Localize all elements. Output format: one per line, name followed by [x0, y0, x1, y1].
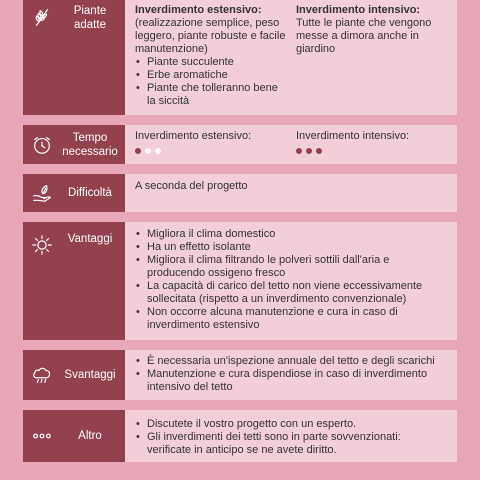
svantaggi-list [135, 355, 447, 394]
row-label [23, 350, 125, 400]
col-intensivo [286, 130, 447, 159]
level-dot-filled [316, 148, 322, 154]
list-item: • Manutenzione e cura dispendiose in caso di inverdimento intensivo del tetto [147, 368, 447, 394]
row-content [125, 174, 457, 212]
intensivo-title: Inverdimento intensivo: [296, 130, 410, 142]
level-dot-empty [155, 148, 161, 154]
row-content [125, 350, 457, 400]
estensivo-desc: (realizzazione semplice, peso leggero, piante robuste e facile manutenzione) [135, 17, 286, 55]
row-content [125, 410, 457, 462]
row-vantaggi [23, 222, 457, 340]
list-item: • Migliora il clima domestico [147, 228, 447, 241]
list-item: • Piante che tolleranno bene la siccità [147, 82, 286, 108]
row-label-text: Piante adatte [73, 5, 107, 31]
row-piante-adatte [23, 0, 457, 115]
list-item: • Erbe aromatiche [147, 69, 286, 82]
row-label-text: Difficoltà [68, 187, 112, 199]
row-altro [23, 410, 457, 462]
list-item: • La capacità di carico del tetto non viene eccessivamente sollecitata (rispetto a un inverdimento convenzionale) [147, 280, 447, 306]
sun-icon [29, 232, 55, 258]
row-label [23, 222, 125, 340]
list-item: • Migliora il clima filtrando le polveri sottili dall'aria e producendo ossigeno fresco [147, 254, 447, 280]
intensivo-title: Inverdimento intensivo: [296, 4, 421, 16]
list-item: • Gli inverdimenti dei tetti sono in parte sovvenzionati: verificate in anticipo se ne avete diritto. [147, 431, 447, 457]
list-item: • È necessaria un'ispezione annuale del tetto e degli scarichi [147, 355, 447, 368]
clock-icon [29, 132, 55, 158]
altro-list [135, 418, 447, 457]
row-tempo-necessario [23, 125, 457, 164]
col-estensivo [135, 4, 286, 110]
level-dot-empty [145, 148, 151, 154]
plant-sprig-icon [29, 4, 55, 30]
list-item: • Ha un effetto isolante [147, 241, 447, 254]
hand-leaf-icon [29, 180, 55, 206]
row-label [23, 0, 125, 115]
estensivo-title: Inverdimento estensivo: [135, 130, 252, 142]
vantaggi-list [135, 228, 447, 332]
difficolta-text: A seconda del progetto [135, 180, 248, 192]
time-level-dots [296, 148, 447, 154]
row-label-text: Altro [78, 430, 102, 442]
estensivo-title: Inverdimento estensivo: [135, 4, 262, 16]
list-item: • Piante succulente [147, 56, 286, 69]
estensivo-list [135, 56, 286, 108]
ellipsis-icon [29, 423, 55, 449]
col-intensivo [286, 4, 447, 110]
row-label-text: Tempo necessario [62, 131, 118, 158]
col-estensivo [135, 130, 286, 159]
row-content [125, 0, 457, 115]
level-dot-filled [135, 148, 141, 154]
time-level-dots [135, 148, 286, 154]
level-dot-filled [306, 148, 312, 154]
row-label [23, 410, 125, 462]
row-label-text: Vantaggi [67, 233, 113, 245]
list-item: • Non occorre alcuna manutenzione e cura in caso di inverdimento estensivo [147, 306, 447, 332]
row-svantaggi [23, 350, 457, 400]
list-item: • Discutete il vostro progetto con un esperto. [147, 418, 447, 431]
row-content [125, 125, 457, 164]
level-dot-filled [296, 148, 302, 154]
row-label [23, 125, 125, 164]
row-difficolta [23, 174, 457, 212]
row-label-text: Svantaggi [64, 369, 116, 381]
row-label [23, 174, 125, 212]
rain-cloud-icon [29, 362, 55, 388]
row-content [125, 222, 457, 340]
intensivo-desc: Tutte le piante che vengono messe a dimora anche in giardino [296, 17, 432, 55]
